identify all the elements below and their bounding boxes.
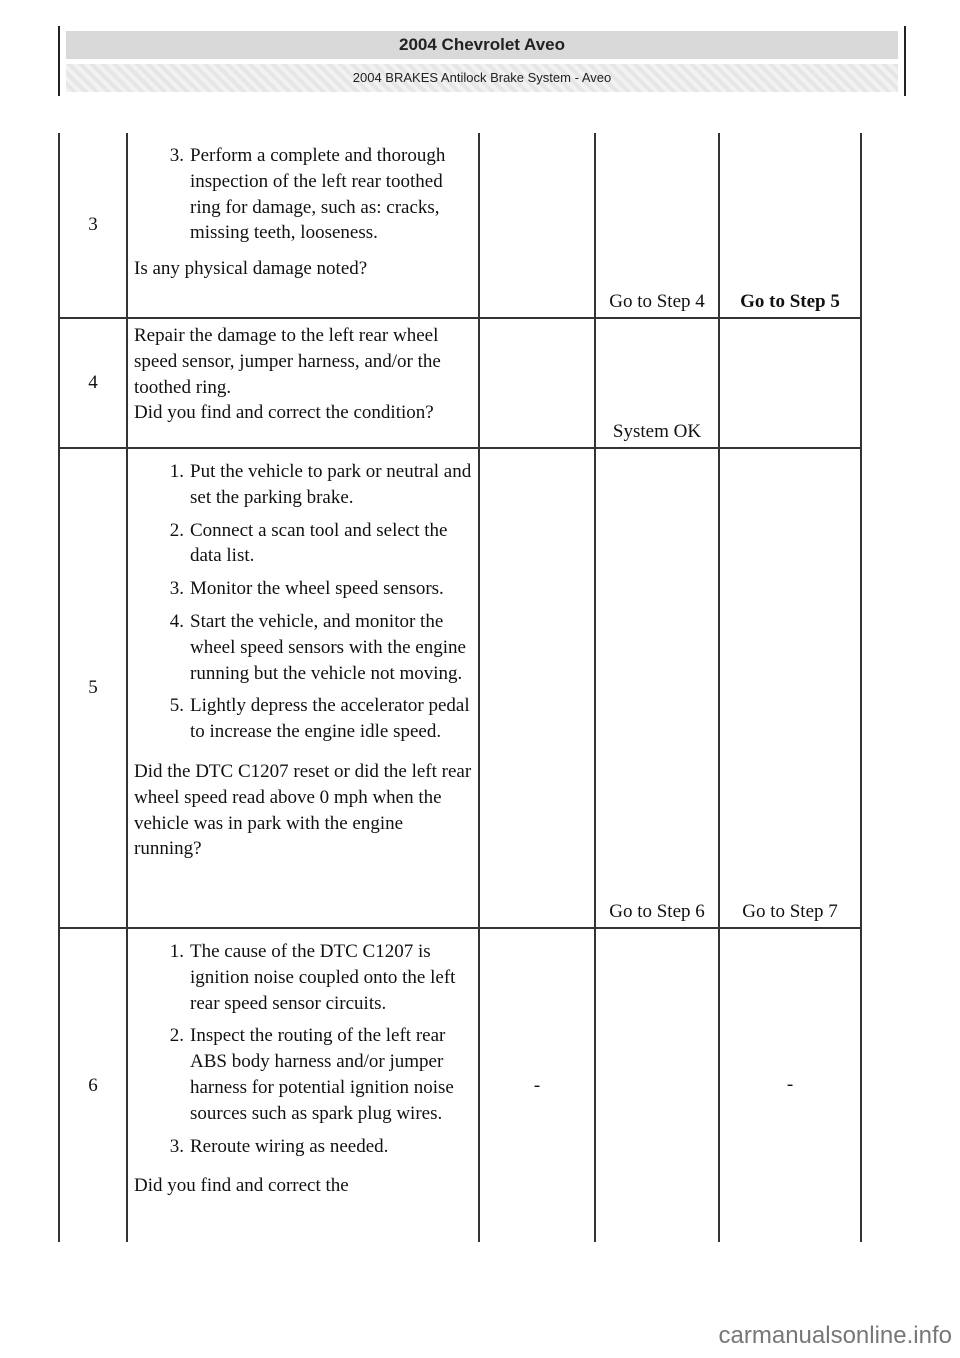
substep-text: Connect a scan tool and select the data list. bbox=[190, 519, 448, 567]
action-cell bbox=[127, 928, 479, 1242]
no-cell: Go to Step 5 bbox=[719, 133, 861, 318]
substep-text: Put the vehicle to park or neutral and set the parking brake. bbox=[190, 461, 472, 508]
value-cell bbox=[479, 448, 595, 928]
list-item bbox=[134, 459, 474, 511]
table-row bbox=[59, 133, 861, 318]
substep-list bbox=[134, 459, 474, 745]
no-cell: Go to Step 7 bbox=[719, 448, 861, 928]
substep-text: Inspect the routing of the left rear ABS body harness and/or jumper harness for potential ignition noise sources such as spark plug wires. bbox=[190, 1025, 454, 1124]
step-number: 4 bbox=[59, 318, 127, 448]
step-question: Did you find and correct the condition? bbox=[134, 402, 434, 424]
step-question: Is any physical damage noted? bbox=[134, 258, 368, 280]
step-number: 6 bbox=[59, 928, 127, 1242]
yes-cell: Go to Step 4 bbox=[595, 133, 719, 318]
no-cell: - bbox=[719, 928, 861, 1242]
diagnostic-table bbox=[58, 133, 862, 1242]
value-cell: - bbox=[479, 928, 595, 1242]
value-cell bbox=[479, 133, 595, 318]
step-instruction: Repair the damage to the left rear wheel speed sensor, jumper harness, and/or the toothed ring. bbox=[134, 325, 441, 398]
document-subtitle: 2004 BRAKES Antilock Brake System - Aveo bbox=[66, 64, 898, 92]
substep-text: The cause of the DTC C1207 is ignition noise coupled onto the left rear speed sensor circuits. bbox=[190, 941, 456, 1014]
list-item bbox=[134, 939, 474, 1016]
step-number: 3 bbox=[59, 133, 127, 318]
substep-text: Monitor the wheel speed sensors. bbox=[190, 578, 444, 600]
substep-number: 3. bbox=[169, 1135, 184, 1157]
substep-list bbox=[134, 143, 474, 246]
step-number: 5 bbox=[59, 448, 127, 928]
table-row bbox=[59, 928, 861, 1242]
action-cell bbox=[127, 133, 479, 318]
action-cell bbox=[127, 448, 479, 928]
substep-list bbox=[134, 939, 474, 1159]
substep-number: 3. bbox=[169, 578, 184, 600]
watermark: carmanualsonline.info bbox=[718, 1322, 952, 1349]
substep-number: 2. bbox=[169, 1025, 184, 1047]
table-row bbox=[59, 318, 861, 448]
list-item bbox=[134, 576, 474, 602]
substep-text: Start the vehicle, and monitor the wheel speed sensors with the engine running but the vehicle not moving. bbox=[190, 610, 466, 684]
substep-number: 5. bbox=[169, 695, 184, 717]
value-cell bbox=[479, 318, 595, 448]
substep-text: Perform a complete and thorough inspection of the left rear toothed ring for damage, such as: cracks, missing teeth, looseness. bbox=[190, 145, 446, 244]
yes-cell: Go to Step 6 bbox=[595, 448, 719, 928]
substep-number: 3. bbox=[169, 145, 184, 166]
list-item bbox=[134, 693, 474, 745]
step-question: Did the DTC C1207 reset or did the left rear wheel speed read above 0 mph when the vehicle was in park with the engine running? bbox=[134, 760, 472, 860]
substep-number: 1. bbox=[169, 941, 184, 962]
step-question: Did you find and correct the bbox=[134, 1175, 349, 1197]
table-row bbox=[59, 448, 861, 928]
list-item bbox=[134, 1023, 474, 1126]
substep-number: 1. bbox=[169, 461, 184, 482]
substep-number: 4. bbox=[169, 610, 184, 632]
no-cell bbox=[719, 318, 861, 448]
document-title: 2004 Chevrolet Aveo bbox=[66, 31, 898, 59]
list-item bbox=[134, 609, 474, 686]
list-item bbox=[134, 518, 474, 570]
yes-cell bbox=[595, 928, 719, 1242]
substep-number: 2. bbox=[169, 519, 184, 541]
list-item bbox=[134, 1134, 474, 1160]
list-item bbox=[134, 143, 474, 246]
substep-text: Lightly depress the accelerator pedal to increase the engine idle speed. bbox=[190, 695, 470, 743]
substep-text: Reroute wiring as needed. bbox=[190, 1135, 389, 1157]
yes-cell: System OK bbox=[595, 318, 719, 448]
document-header bbox=[58, 26, 906, 96]
action-cell bbox=[127, 318, 479, 448]
